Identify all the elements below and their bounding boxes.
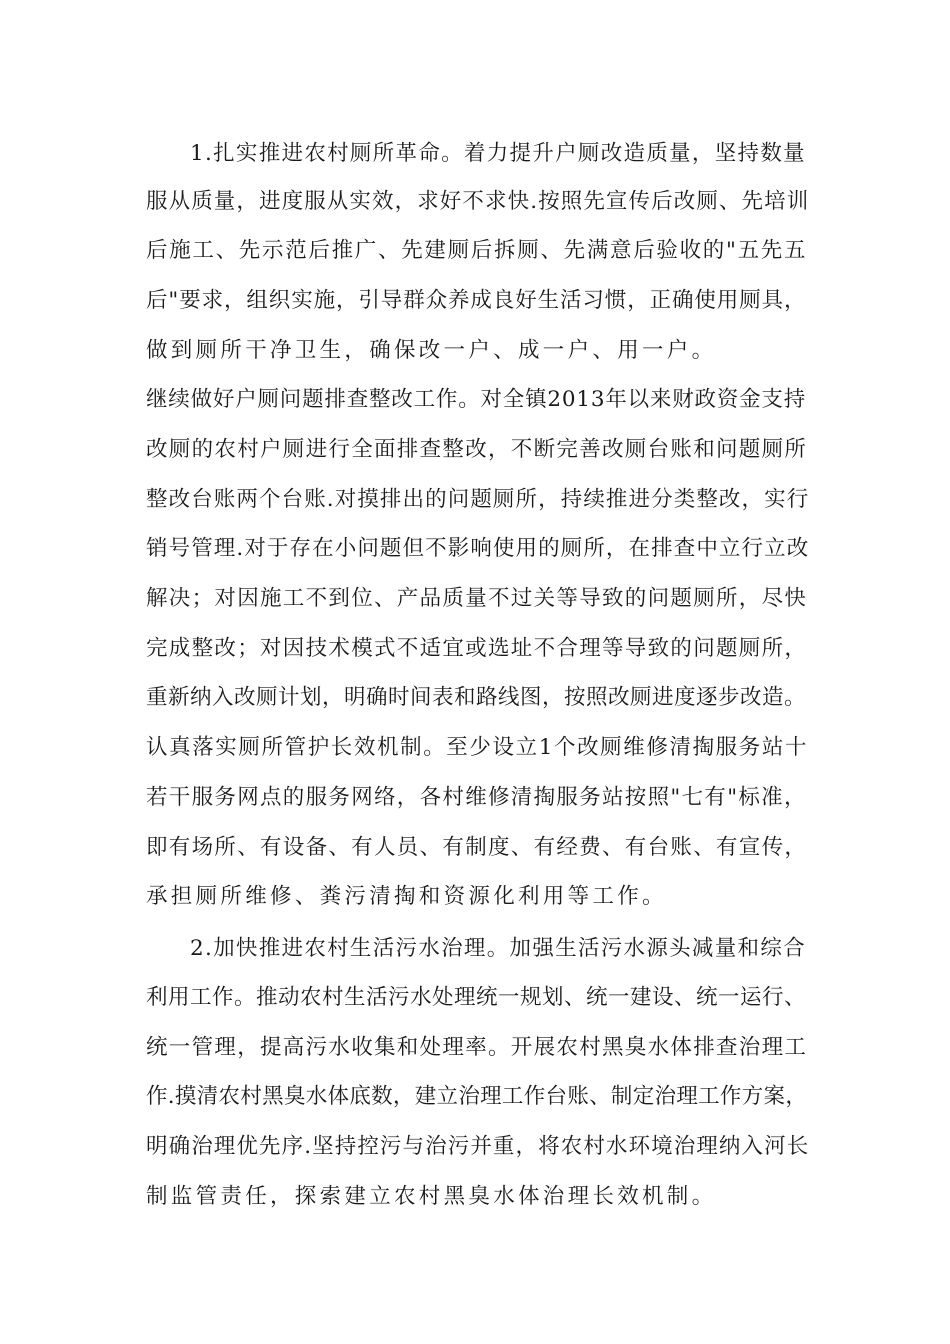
paragraph-line: 明确治理优先序.坚持控污与治污并重，将农村水环境治理纳入河长 [146, 1134, 810, 1159]
paragraph-line: 后施工、先示范后推广、先建厕后拆厕、先满意后验收的"五先五 [146, 238, 808, 263]
paragraph-line: 若干服务网点的服务网络，各村维修清掏服务站按照"七有"标准， [146, 785, 807, 810]
paragraph-line: 后"要求，组织实施，引导群众养成良好生活习惯，正确使用厕具， [146, 288, 807, 313]
paragraph-line: 解决；对因施工不到位、产品质量不过关等导致的问题厕所，尽快 [146, 586, 808, 611]
paragraph-line: 即有场所、有设备、有人员、有制度、有经费、有台账、有宣传， [146, 835, 808, 860]
paragraph-line: 改厕的农村户厕进行全面排查整改，不断完善改厕台账和问题厕所 [146, 437, 808, 462]
paragraph-line: 完成整改；对因技术模式不适宜或选址不合理等导致的问题厕所， [146, 636, 808, 661]
paragraph-line: 整改台账两个台账.对摸排出的问题厕所，持续推进分类整改，实行 [146, 487, 810, 512]
paragraph-line: 作.摸清农村黑臭水体底数，建立治理工作台账、制定治理工作方案， [146, 1084, 808, 1109]
paragraph-line: 销号管理.对于存在小问题但不影响使用的厕所，在排查中立行立改 [146, 536, 810, 561]
paragraph-line: 重新纳入改厕计划，明确时间表和路线图，按照改厕进度逐步改造。 [146, 685, 807, 710]
paragraph-line: 2.加快推进农村生活污水治理。加强生活污水源头减量和综合 [190, 936, 806, 961]
paragraph-line: 认真落实厕所管护长效机制。至少设立1个改厕维修清掏服务站十 [146, 735, 809, 760]
paragraph-line: 服从质量，进度服从实效，求好不求快.按照先宣传后改厕、先培训 [146, 189, 810, 214]
paragraph-line: 承担厕所维修、粪污清掏和资源化利用等工作。 [146, 884, 667, 909]
paragraph-line: 1.扎实推进农村厕所革命。着力提升户厕改造质量，坚持数量 [190, 141, 806, 166]
paragraph-line: 制监管责任，探索建立农村黑臭水体治理长效机制。 [146, 1184, 717, 1209]
paragraph-line: 做到厕所干净卫生，确保改一户、成一户、用一户。 [146, 338, 717, 363]
paragraph-line: 利用工作。推动农村生活污水处理统一规划、统一建设、统一运行、 [146, 985, 807, 1010]
paragraph-line: 继续做好户厕问题排查整改工作。对全镇2013年以来财政资金支持 [146, 387, 807, 412]
paragraph-line: 统一管理，提高污水收集和处理率。开展农村黑臭水体排查治理工 [146, 1035, 808, 1060]
